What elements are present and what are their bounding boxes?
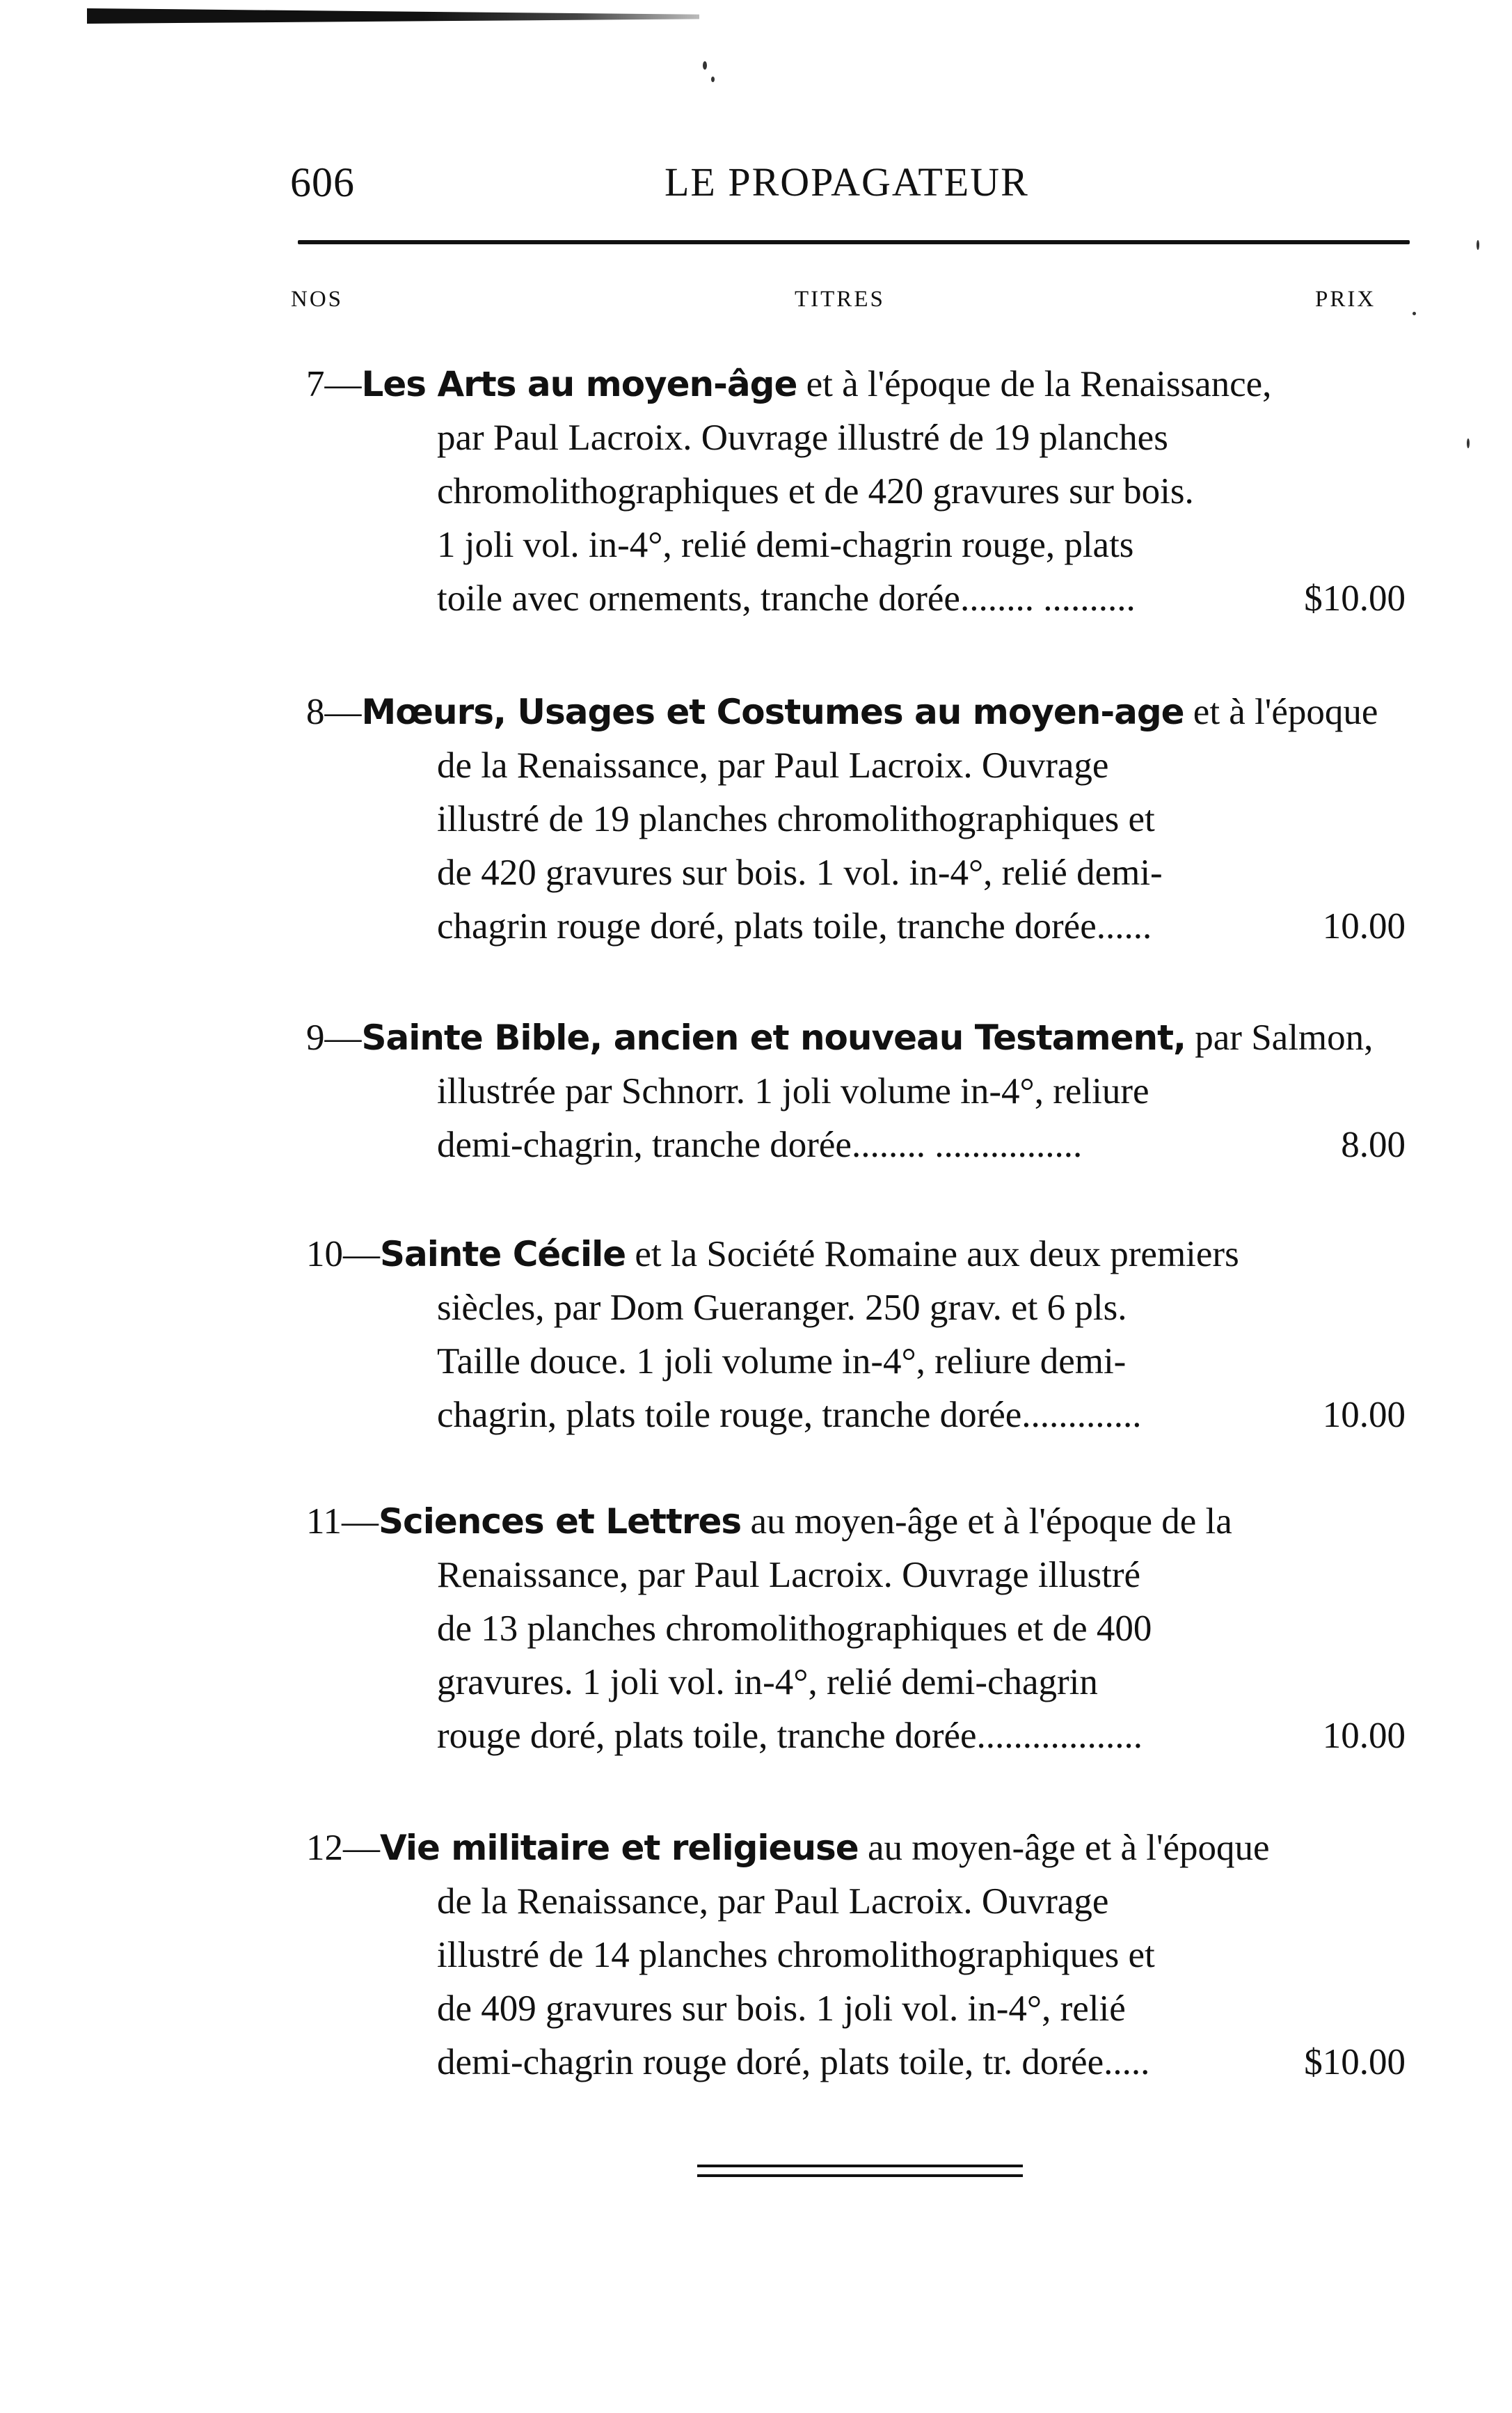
entry-line: chagrin, plats toile rouge, tranche dorée............. <box>437 1395 1142 1435</box>
top-scan-mark <box>87 8 699 24</box>
catalog-entry <box>306 1228 1406 1442</box>
scan-speck <box>1412 312 1416 315</box>
entry-line: 1 joli vol. in-4°, relié demi-chagrin rouge, plats <box>437 525 1134 565</box>
entry-line: par Paul Lacroix. Ouvrage illustré de 19 planches <box>437 418 1168 458</box>
entry-line: Taille douce. 1 joli volume in-4°, reliure demi- <box>437 1341 1127 1382</box>
entry-line: de 409 gravures sur bois. 1 joli vol. in-4°, relié <box>437 1988 1126 2029</box>
entry-number: 9 <box>306 1018 325 1058</box>
column-header-nos: NOS <box>291 287 344 312</box>
entry-price: 10.00 <box>1322 1716 1406 1756</box>
header-rule <box>298 240 1410 244</box>
entry-last-line <box>306 2036 1406 2089</box>
entry-line: demi-chagrin rouge doré, plats toile, tr. dorée..... <box>437 2042 1150 2082</box>
entry-title: Vie militaire et religieuse <box>380 1828 859 1868</box>
scan-speck <box>703 61 707 70</box>
closing-rule <box>697 2165 1023 2167</box>
entry-last-line <box>306 900 1406 954</box>
entry-line: toile avec ornements, tranche dorée........ .......... <box>437 578 1136 619</box>
entry-number: 12 <box>306 1828 343 1868</box>
entry-line: chromolithographiques et de 420 gravures sur bois. <box>437 471 1194 512</box>
entry-price: $10.00 <box>1304 2042 1406 2082</box>
entry-text: par Salmon, <box>1195 1018 1374 1058</box>
entry-last-line <box>306 1709 1406 1763</box>
entry-price: 10.00 <box>1322 906 1406 947</box>
entry-price: 8.00 <box>1341 1125 1406 1165</box>
entry-first-line: 9—Sainte Bible, ancien et nouveau Testament, par Salmon, <box>306 1018 1374 1058</box>
catalog-entry <box>306 1495 1406 1763</box>
entry-first-line: 8—Mœurs, Usages et Costumes au moyen-age et à l'époque <box>306 692 1378 732</box>
entry-price: 10.00 <box>1322 1395 1406 1435</box>
entry-number: 8 <box>306 692 325 732</box>
catalog-entry <box>306 1011 1406 1172</box>
entry-line: chagrin rouge doré, plats toile, tranche dorée...... <box>437 906 1152 947</box>
entry-line: de la Renaissance, par Paul Lacroix. Ouvrage <box>437 745 1109 786</box>
entry-number: 10 <box>306 1234 343 1274</box>
entry-line: siècles, par Dom Gueranger. 250 grav. et 6 pls. <box>437 1288 1127 1328</box>
entry-line: gravures. 1 joli vol. in-4°, relié demi-chagrin <box>437 1662 1098 1702</box>
entry-line: illustré de 14 planches chromolithographiques et <box>437 1935 1155 1975</box>
scan-speck <box>711 77 715 82</box>
entry-last-line <box>306 1118 1406 1172</box>
entry-first-line: 12—Vie militaire et religieuse au moyen-âge et à l'époque <box>306 1828 1270 1868</box>
entry-line: de 420 gravures sur bois. 1 vol. in-4°, relié demi- <box>437 853 1163 893</box>
entry-title: Sainte Cécile <box>380 1234 626 1274</box>
closing-rule <box>697 2174 1023 2177</box>
entry-price: $10.00 <box>1304 578 1406 619</box>
entry-last-line <box>306 572 1406 626</box>
entry-text: et à l'époque de la Renaissance, <box>806 364 1272 404</box>
entry-title: Les Arts au moyen-âge <box>361 364 797 404</box>
entry-line: Renaissance, par Paul Lacroix. Ouvrage illustré <box>437 1555 1141 1595</box>
entry-line: demi-chagrin, tranche dorée........ ................ <box>437 1125 1083 1165</box>
entry-number: 11 <box>306 1501 342 1542</box>
column-header-titres: TITRES <box>795 287 885 312</box>
entry-first-line: 10—Sainte Cécile et la Société Romaine aux deux premiers <box>306 1234 1239 1274</box>
catalog-entry <box>306 1821 1406 2089</box>
catalog-entry <box>306 686 1406 954</box>
entry-line: illustrée par Schnorr. 1 joli volume in-4°, reliure <box>437 1071 1149 1111</box>
entry-text: et à l'époque <box>1193 692 1378 732</box>
entry-text: au moyen-âge et à l'époque <box>867 1828 1270 1868</box>
page-number: 606 <box>290 159 355 205</box>
entry-number: 7 <box>306 364 325 404</box>
entry-last-line <box>306 1389 1406 1442</box>
entry-line: rouge doré, plats toile, tranche dorée.................. <box>437 1716 1143 1756</box>
entry-title: Mœurs, Usages et Costumes au moyen-age <box>361 692 1184 732</box>
entry-text: au moyen-âge et à l'époque de la <box>750 1501 1232 1542</box>
entry-title: Sciences et Lettres <box>379 1501 742 1542</box>
entry-line: de la Renaissance, par Paul Lacroix. Ouvrage <box>437 1881 1109 1922</box>
entry-first-line: 7—Les Arts au moyen-âge et à l'époque de la Renaissance, <box>306 364 1272 404</box>
running-title: LE PROPAGATEUR <box>665 159 1029 205</box>
entry-line: de 13 planches chromolithographiques et de 400 <box>437 1608 1152 1649</box>
entry-text: et la Société Romaine aux deux premiers <box>635 1234 1239 1274</box>
entry-line: illustré de 19 planches chromolithographiques et <box>437 799 1155 839</box>
entry-first-line: 11—Sciences et Lettres au moyen-âge et à l'époque de la <box>306 1501 1232 1542</box>
entry-title: Sainte Bible, ancien et nouveau Testament, <box>361 1018 1186 1058</box>
catalog-entry <box>306 358 1406 626</box>
scan-speck <box>1467 438 1470 448</box>
scan-speck <box>1477 240 1479 250</box>
column-header-prix: PRIX <box>1315 287 1376 312</box>
